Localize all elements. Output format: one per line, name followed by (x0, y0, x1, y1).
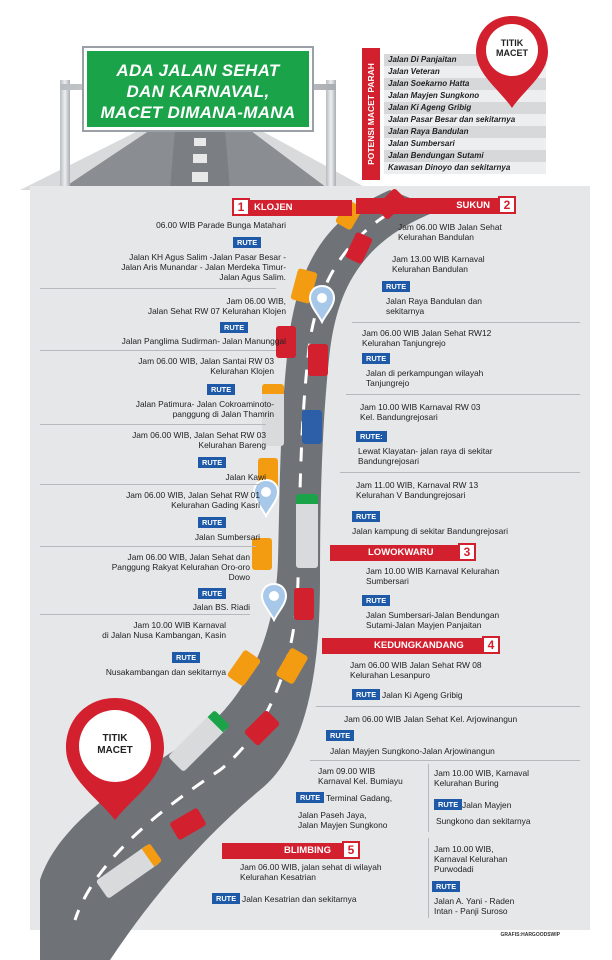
section-name: SUKUN (456, 200, 490, 211)
potensi-item: Jalan Ki Ageng Gribig (384, 102, 546, 114)
event-route: Nusakambangan dan sekitarnya (105, 667, 226, 677)
divider (346, 394, 580, 395)
titik-macet-line-2: MACET (496, 48, 528, 58)
divider (40, 614, 250, 615)
event-time: 06.00 WIB Parade Bunga Matahari (156, 220, 286, 230)
section-header-klojen (232, 200, 352, 216)
sign-pole-left (60, 80, 70, 190)
divider (40, 350, 276, 351)
rute-badge: RUTE (432, 881, 460, 892)
titik-macet-line-2: MACET (97, 745, 133, 756)
event-route: Jalan Raya Bandulan dan sekitarnya (386, 296, 482, 316)
event-route: Jalan Kawi (225, 472, 266, 482)
rute-badge: RUTE (362, 353, 390, 364)
potensi-label-box (362, 48, 380, 180)
event-time: Jam 10.00 WIB Karnaval Kelurahan Sumbersari (366, 566, 500, 586)
event-route: Jalan Sumbersari (194, 532, 260, 542)
event-route: Jalan KH Agus Salim -Jalan Pasar Besar - Jalan Aris Munandar - Jalan Merdeka Timur- Jalan Agus Salim. (121, 252, 286, 282)
section-header-sukun (356, 198, 516, 214)
section-header-lowokwaru (330, 545, 476, 561)
event-route: Jalan Kesatrian dan sekitarnya (242, 894, 357, 904)
event-route: Jalan Panglima Sudirman- Jalan Manunggal (121, 336, 286, 346)
event-time: Jam 06.00 WIB, Jalan Sehat RW 01 Kelurahan Gading Kasri (126, 490, 260, 510)
car-icon (308, 344, 328, 376)
rute-badge: RUTE (172, 652, 200, 663)
event-time: Jam 13.00 WIB Karnaval Kelurahan Bandulan (392, 254, 485, 274)
car-icon (302, 410, 322, 444)
divider (40, 424, 266, 425)
rute-badge: RUTE (212, 893, 240, 904)
event-time: Jam 11.00 WIB, Karnaval RW 13 Kelurahan V Bandungrejosari (356, 480, 479, 500)
rute-badge: RUTE (382, 281, 410, 292)
potensi-item: Jalan Di Panjaitan (384, 54, 546, 66)
event-time: Jam 10.00 WIB, Karnaval Kelurahan Purwodadi (434, 844, 508, 874)
rute-badge: RUTE (352, 511, 380, 522)
event-route: Jalan Paseh Jaya, Jalan Mayjen Sungkono (298, 810, 388, 830)
potensi-item: Jalan Soekarno Hatta (384, 78, 546, 90)
rute-badge: RUTE (326, 730, 354, 741)
potensi-item: Kawasan Dinoyo dan sekitarnya (384, 162, 546, 174)
event-time: Jam 10.00 WIB Karnaval di Jalan Nusa Kambangan, Kasin (102, 620, 226, 640)
potensi-item: Jalan Bendungan Sutami (384, 150, 546, 162)
divider (340, 472, 580, 473)
potensi-item: Jalan Veteran (384, 66, 546, 78)
rute-badge: RUTE (352, 689, 380, 700)
truck-icon (296, 494, 318, 568)
event-route: Lewat Klayatan- jalan raya di sekitar Bandungrejosari (358, 446, 493, 466)
map-pin-icon (60, 694, 170, 824)
event-time: Jam 10.00 WIB, Karnaval Kelurahan Buring (434, 768, 529, 788)
rute-badge: RUTE (296, 792, 324, 803)
divider (40, 546, 256, 547)
car-icon (252, 538, 272, 570)
rute-badge: RUTE (362, 595, 390, 606)
section-name: KEDUNGKANDANG (374, 640, 464, 651)
potensi-item: Jalan Sumbersari (384, 138, 546, 150)
potensi-item: Jalan Mayjen Sungkono (384, 90, 546, 102)
location-pin-icon (260, 582, 288, 622)
title-line-3: MACET DIMANA-MANA (100, 103, 296, 122)
event-route: Jalan di perkampungan wilayah Tanjungrejo (366, 368, 484, 388)
section-number: 2 (498, 196, 516, 214)
title-line-2: DAN KARNAVAL, (126, 82, 270, 101)
event-time: Jam 06.00 WIB, jalan sehat di wilayah Kelurahan Kesatrian (240, 862, 382, 882)
potensi-label: POTENSI MACET PARAH (366, 63, 376, 165)
section-number: 3 (458, 543, 476, 561)
event-route: Jalan A. Yani - Raden Intan - Panji Suroso (434, 896, 515, 916)
title-line-1: ADA JALAN SEHAT (116, 61, 280, 80)
section-header-kedungkandang (322, 638, 500, 654)
event-route: Jalan BS. Riadi (192, 602, 250, 612)
event-route: Jalan kampung di sekitar Bandungrejosari (352, 526, 508, 536)
section-number: 5 (342, 841, 360, 859)
section-header-blimbing (222, 843, 360, 859)
rute-badge: RUTE (198, 517, 226, 528)
rute-badge: RUTE (233, 237, 261, 248)
event-route: Jalan Mayjen Sungkono-Jalan Arjowinangun (330, 746, 495, 756)
map-pin-icon (472, 12, 552, 112)
rute-badge: RUTE (198, 457, 226, 468)
vertical-divider (428, 764, 429, 832)
section-number: 1 (232, 198, 250, 216)
location-pin-icon (308, 284, 336, 324)
sign-pole-right (326, 80, 336, 190)
event-time: Jam 10.00 WIB Karnaval RW 03 Kel. Bandungrejosari (360, 402, 481, 422)
divider (40, 484, 260, 485)
rute-badge: RUTE (434, 799, 462, 810)
titik-macet-bottom (85, 733, 145, 757)
event-route: Jalan Mayjen (462, 800, 512, 810)
rute-badge: RUTE (198, 588, 226, 599)
potensi-item: Jalan Pasar Besar dan sekitarnya (384, 114, 546, 126)
event-time: Jam 06.00 WIB Jalan Sehat RW 08 Kelurahan Lesanpuro (350, 660, 482, 680)
event-route: Jalan Patimura- Jalan Cokroaminoto- panggung di Jalan Thamrin (135, 399, 274, 419)
section-name: BLIMBING (284, 845, 331, 856)
title-sign (84, 48, 312, 130)
section-number: 4 (482, 636, 500, 654)
divider (40, 288, 276, 289)
event-time: Jam 06.00 WIB, Jalan Santai RW 03 Kelurahan Klojen (138, 356, 274, 376)
event-time: Jam 06.00 WIB, Jalan Sehat RW 03 Kelurahan Bareng (132, 430, 266, 450)
section-name: LOWOKWARU (368, 547, 434, 558)
event-route: Jalan Ki Ageng Gribig (382, 690, 463, 700)
rute-badge: RUTE: (356, 431, 387, 442)
event-route: Jalan Sumbersari-Jalan Bendungan Sutami-Jalan Mayjen Panjaitan (366, 610, 500, 630)
car-icon (294, 588, 314, 620)
divider (352, 322, 580, 323)
titik-macet-top (488, 38, 536, 58)
rute-badge: RUTE (207, 384, 235, 395)
potensi-item: Jalan Raya Bandulan (384, 126, 546, 138)
divider (316, 706, 580, 707)
event-route: Terminal Gadang, (326, 793, 393, 803)
event-time: Jam 06.00 WIB Jalan Sehat Kelurahan Bandulan (398, 222, 502, 242)
event-time: Jam 06.00 WIB, Jalan Sehat RW 07 Kelurahan Klojen (147, 296, 286, 316)
event-time: Jam 09.00 WIB Karnaval Kel. Bumiayu (318, 766, 403, 786)
event-time: Jam 06.00 WIB Jalan Sehat RW12 Kelurahan Tanjungrejo (362, 328, 492, 348)
rute-badge: RUTE (220, 322, 248, 333)
event-time: Jam 06.00 WIB, Jalan Sehat dan Panggung Rakyat Kelurahan Oro-oro Dowo (111, 552, 250, 582)
titik-macet-line-1: TITIK (500, 38, 524, 48)
titik-macet-line-1: TITIK (102, 733, 128, 744)
event-time: Jam 06.00 WIB Jalan Sehat Kel. Arjowinangun (344, 714, 518, 724)
section-name: KLOJEN (254, 202, 293, 213)
event-route: Sungkono dan sekitarnya (436, 816, 531, 826)
graphic-credit: GRAFIS:HARGOODSWIP (500, 932, 560, 938)
vertical-divider (428, 838, 429, 918)
divider (310, 760, 580, 761)
